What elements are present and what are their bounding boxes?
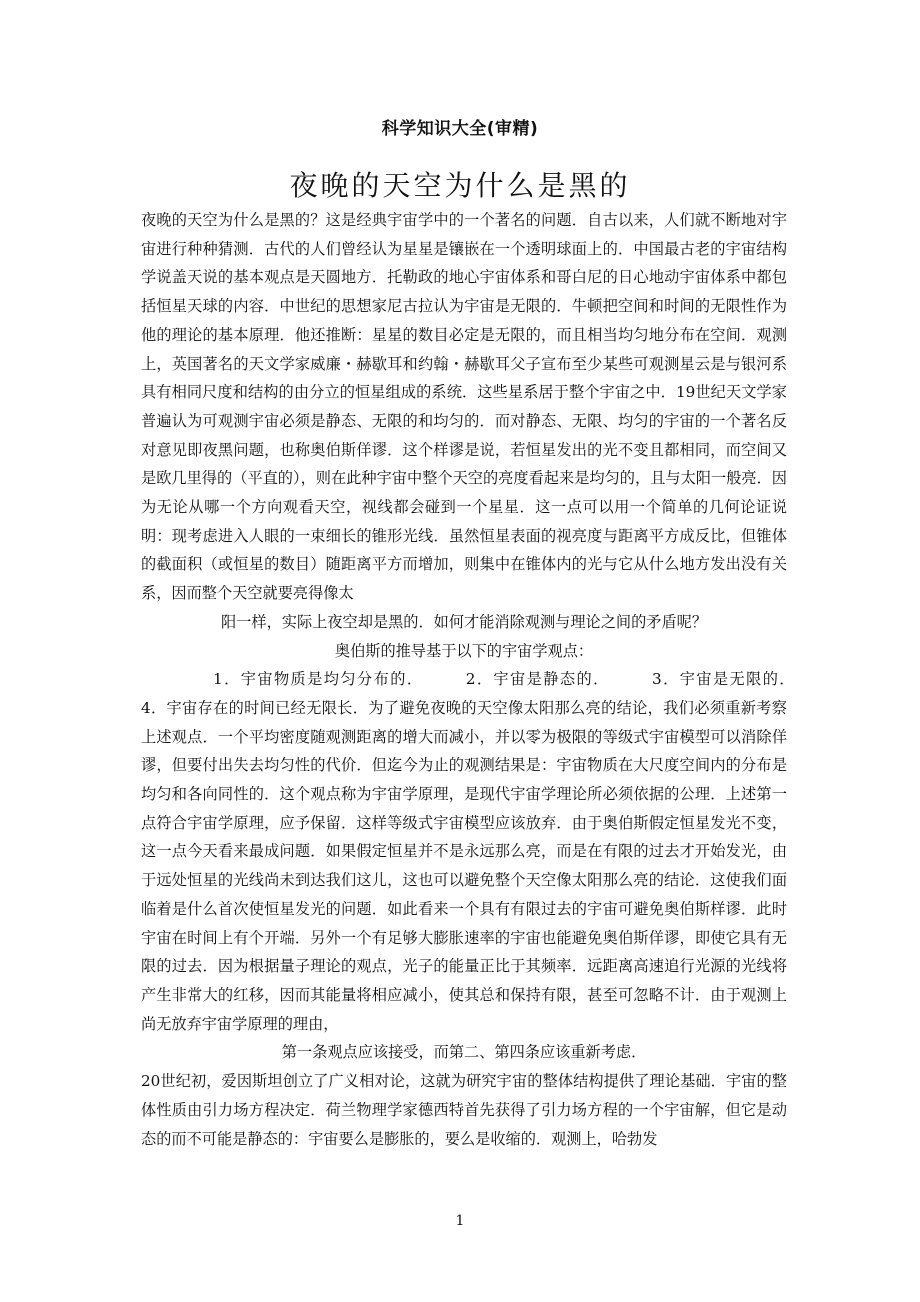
paragraph-relativity: 20世纪初，爱因斯坦创立了广义相对论，这就为研究宇宙的整体结构提供了理论基础．宇宙的整体性质由引力场方程决定．荷兰物理学家德西特首先获得了引力场方程的一个宇宙解，但它是动态的而不可能是静态的：宇宙要么是膨胀的，要么是收缩的．观测上，哈勃发 <box>141 1072 787 1148</box>
page-number: 1 <box>455 1213 465 1229</box>
paragraph-conclusion: 第一条观点应该接受，而第二、第四条应该重新考虑． <box>281 1043 647 1062</box>
article-title: 夜晚的天空为什么是黑的 <box>289 169 631 202</box>
document-header: 科学知识大全(审精) <box>381 119 539 139</box>
paragraph-cosmology-points: 1．宇宙物质是均匀分布的． 2．宇宙是静态的． 3．宇宙是无限的． 4．宇宙存在的时间已经无限长．为了避免夜晚的天空像太阳那么亮的结论，我们必须重新考察上述观点．一个平均密度随观测距离的增大而减小，并以零为极限的等级式宇宙模型可以消除佯谬，但要付出失去均匀性的代价．但迄今为止的观测结果是：宇宙物质在大尺度空间内的分布是均匀和各向同性的．这个观点称为宇宙学原理，是现代宇宙学理论所必须依据的公理．上述第一点符合宇宙学原理，应予保留．这样等级式宇宙模型应该放弃．由于奥伯斯假定恒星发光不变，这一点今天看来最成问题．如果假定恒星并不是永远那么亮，而是在有限的过去才开始发光，由于远处恒星的光线尚未到达我们这儿，这也可以避免整个天空像太阳那么亮的结论．这使我们面临着是什么首次使恒星发光的问题．如此看来一个具有有限过去的宇宙可避免奥伯斯样谬．此时宇宙在时间上有个开端．另外一个有足够大膨胀速率的宇宙也能避免奥伯斯佯谬，即使它具有无限的过去．因为根据量子理论的观点，光子的能量正比于其频率．远距离高速追行光源的光线将产生非常大的红移，因而其能量将相应减小，使其总和保持有限，甚至可忽略不计．由于观测上尚无放弃宇宙学原理的理由， <box>141 670 818 1033</box>
article-body <box>141 206 818 1153</box>
paragraph-question: 阳一样，实际上夜空却是黑的．如何才能消除观测与理论之间的矛盾呢？ <box>221 612 707 631</box>
paragraph-intro: 夜晚的天空为什么是黑的？这是经典宇宙学中的一个著名的问题．自古以来，人们就不断地对宇宙进行种种猜测．古代的人们曾经认为星星是镶嵌在一个透明球面上的．中国最古老的宇宙结构学说盖天说的基本观点是天圆地方．托勒政的地心宇宙体系和哥白尼的日心地动宇宙体系中都包括恒星天球的内容．中世纪的思想家尼古拉认为宇宙是无限的．牛顿把空间和时间的无限性作为他的理论的基本原理．他还推断：星星的数目必定是无限的，而且相当均匀地分布在空间．观测上，英国著名的天文学家威廉・赫歇耳和约翰・赫歇耳父子宣布至少某些可观测星云是与银河系具有相同尺度和结构的由分立的恒星组成的系统．这些星系居于整个宇宙之中．19世纪天文学家普遍认为可观测宇宙必须是静态、无限的和均匀的．而对静态、无限、均匀的宇宙的一个著名反对意见即夜黑问题，也称奥伯斯佯谬．这个样谬是说，若恒星发出的光不变且都相同，而空间又是欧几里得的（平直的），则在此种宇宙中整个天空的亮度看起来是均匀的，且与太阳一般亮．因为无论从哪一个方向观看天空，视线都会碰到一个星星．这一点可以用一个简单的几何论证说明：现考虑进入人眼的一束细长的锥形光线．虽然恒星表面的视亮度与距离平方成反比，但锥体的截面积（或恒星的数目）随距离平方而增加，则集中在锥体内的光与它从什么地方发出没有关系，因而整个天空就要亮得像太 <box>141 211 787 603</box>
paragraph-olbers-premise: 奥伯斯的推导基于以下的宇宙学观点： <box>334 641 594 660</box>
